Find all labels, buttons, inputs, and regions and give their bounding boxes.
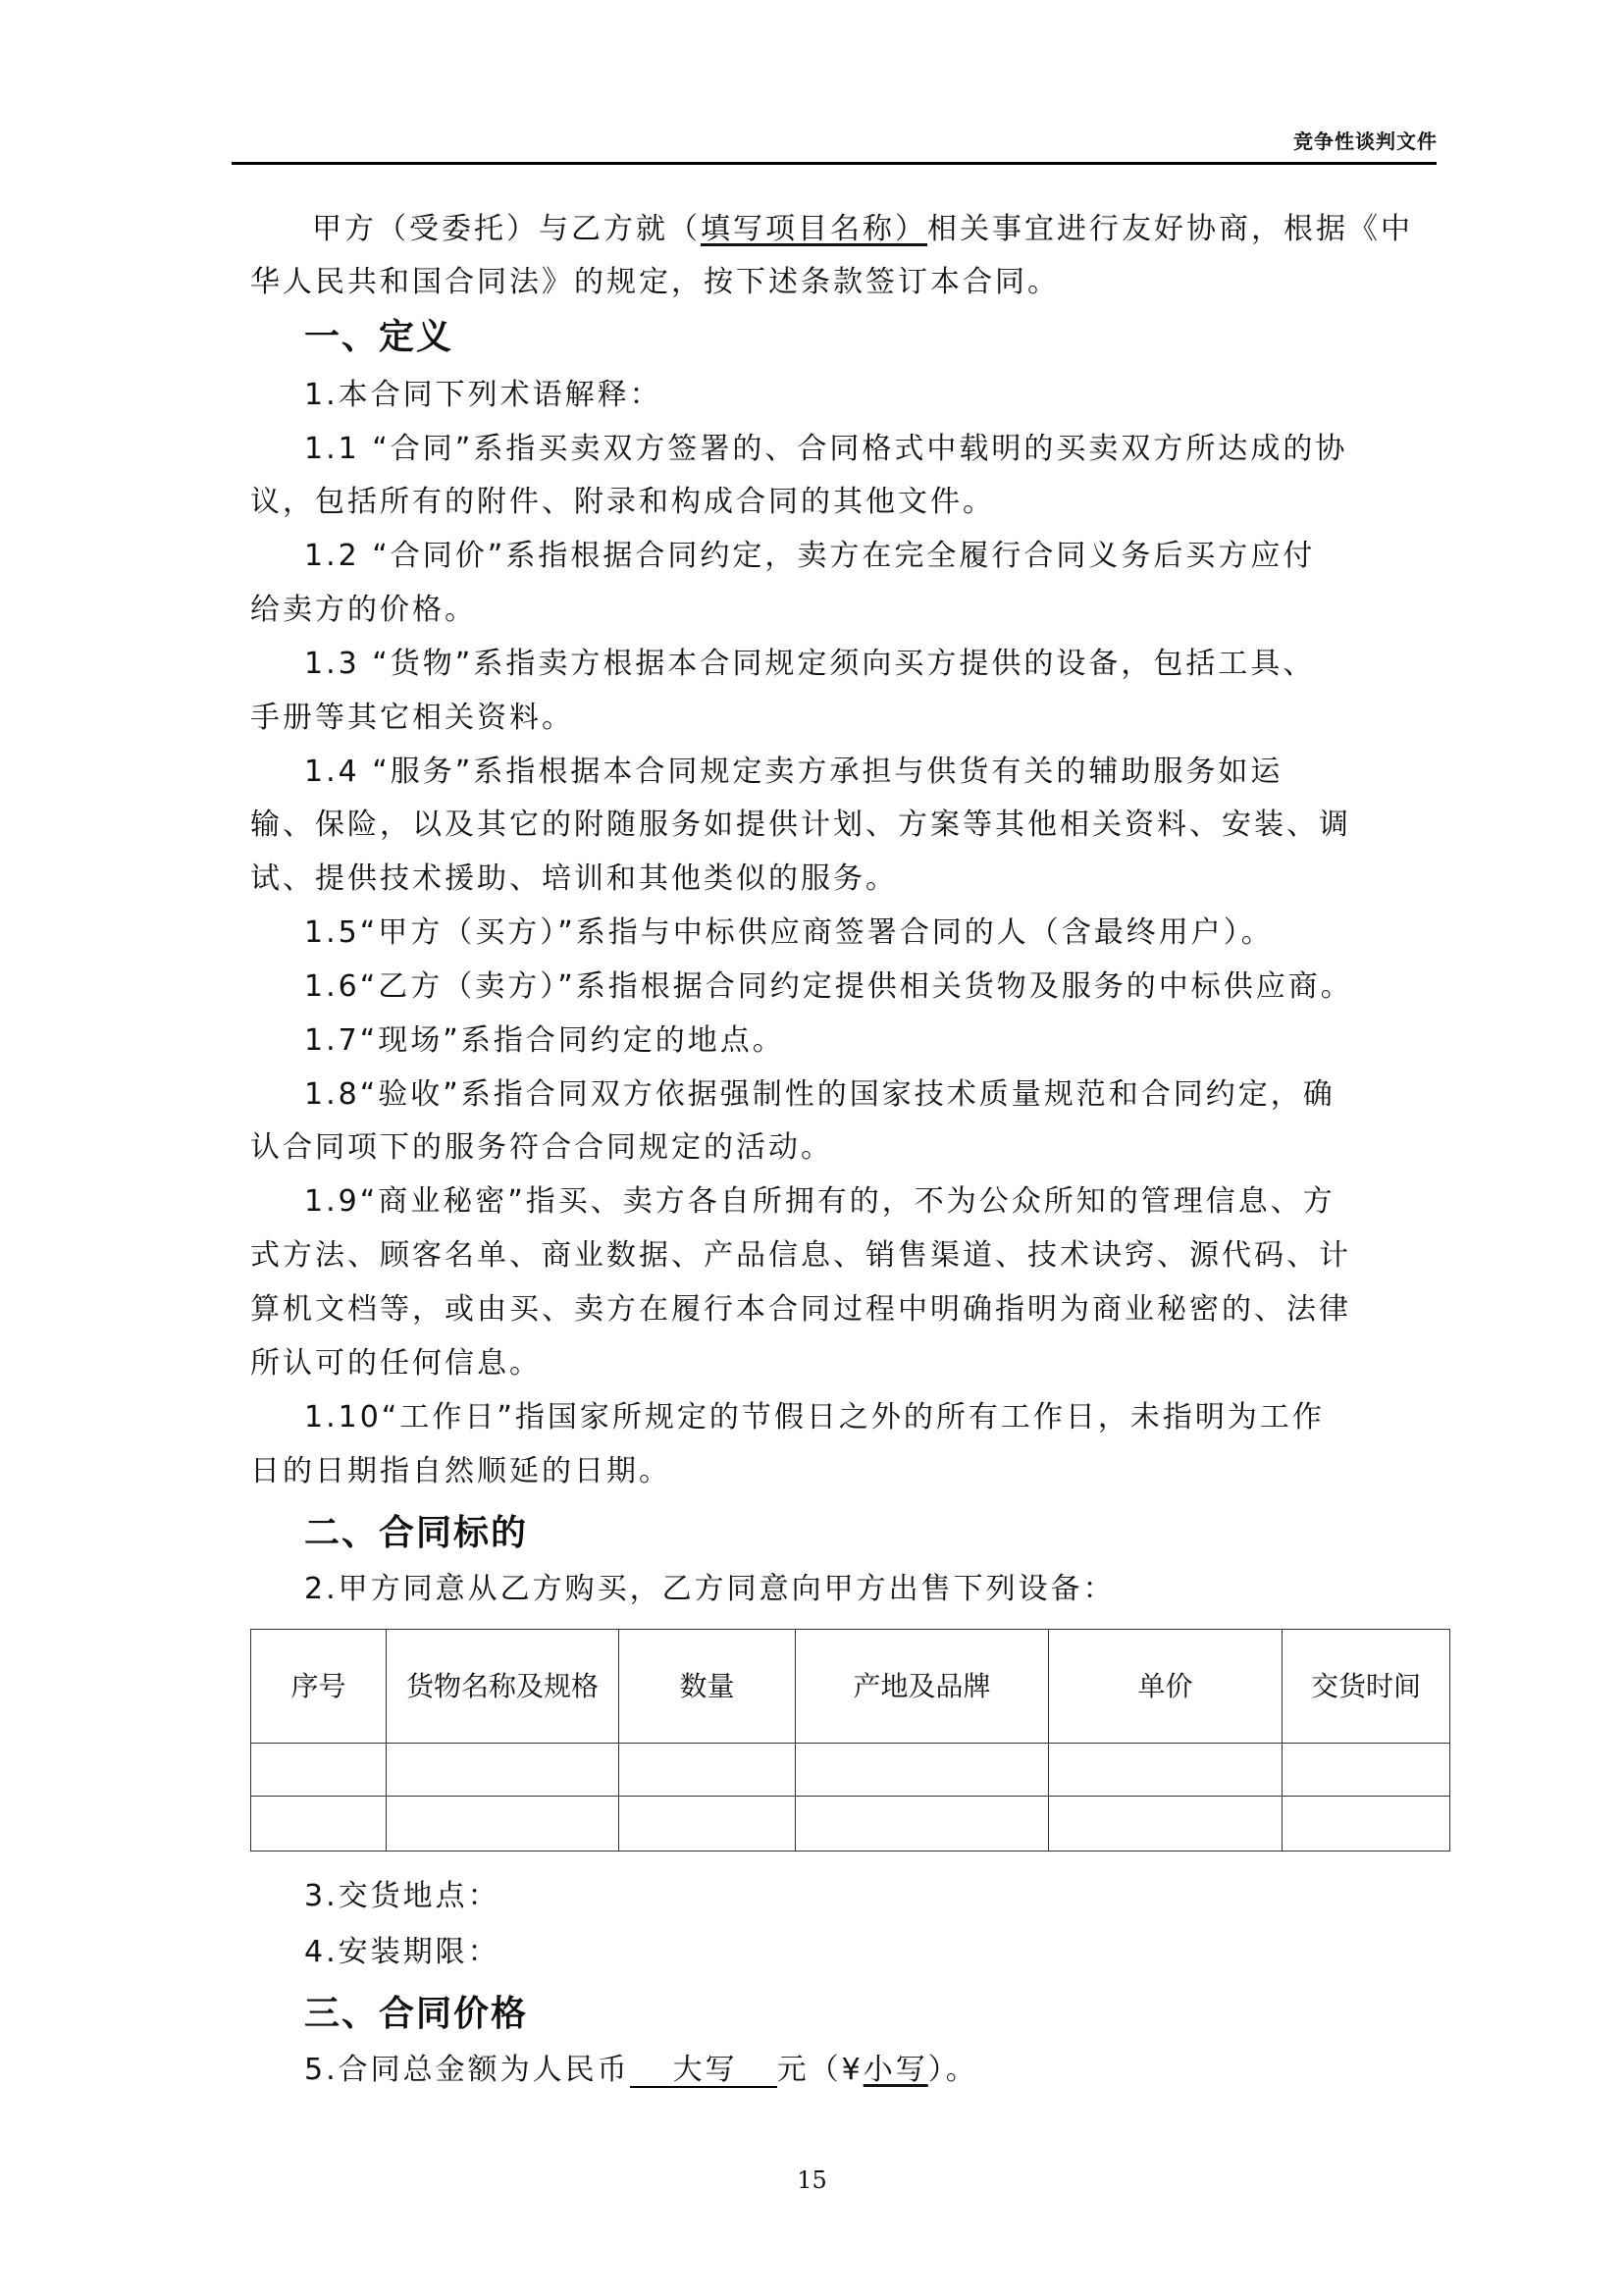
table-header-cell: 单价: [1049, 1630, 1283, 1744]
section-heading-subject: 二、合同标的: [304, 1513, 529, 1553]
table-cell: [619, 1797, 796, 1852]
amount-lowercase-blank: 小写: [863, 2053, 928, 2087]
table-header-cell: 序号: [251, 1630, 387, 1744]
table-cell: [619, 1744, 796, 1797]
document-header-title: 竞争性谈判文件: [1293, 130, 1438, 153]
paragraph-line: 议，包括所有的附件、附录和构成合同的其他文件。: [250, 485, 995, 519]
amount-text-b: 元（¥: [776, 2053, 864, 2087]
section-heading-price: 三、合同价格: [304, 1994, 529, 2034]
table-cell: [387, 1797, 619, 1852]
paragraph-line: 输、保险，以及其它的附随服务如提供计划、方案等其他相关资料、安装、调: [250, 808, 1351, 842]
amount-uppercase-blank: 大写: [630, 2055, 777, 2088]
amount-text-c: ）。: [927, 2053, 978, 2087]
project-name-placeholder: 填写项目名称）: [701, 212, 927, 246]
paragraph-line: 1.8“验收”系指合同双方依据强制性的国家技术质量规范和合同约定，确: [304, 1077, 1336, 1112]
page-number: 15: [797, 2166, 827, 2194]
paragraph-line: 1.6“乙方（卖方）”系指根据合同约定提供相关货物及服务的中标供应商。: [304, 969, 1353, 1004]
paragraph-line: 算机文档等，或由买、卖方在履行本合同过程中明确指明为商业秘密的、法律: [250, 1292, 1351, 1327]
intro-text-b: 相关事宜进行友好协商，根据《中: [927, 212, 1413, 246]
goods-table: [250, 1629, 1450, 1852]
paragraph-line: 给卖方的价格。: [250, 593, 477, 627]
paragraph-line: 1.10“工作日”指国家所规定的节假日之外的所有工作日，未指明为工作: [304, 1400, 1325, 1434]
amount-text-a: 5.合同总金额为人民币: [304, 2053, 630, 2087]
table-header-row: [251, 1630, 1450, 1744]
paragraph-line: 1.3 “货物”系指卖方根据本合同规定须向买方提供的设备，包括工具、: [304, 647, 1316, 681]
paragraph-line: 4.安装期限：: [304, 1935, 500, 1969]
intro-line-2: 华人民共和国合同法》的规定，按下述条款签订本合同。: [250, 265, 1060, 299]
paragraph-line: 3.交货地点：: [304, 1879, 500, 1913]
paragraph-line: 1.5“甲方（买方）”系指与中标供应商签署合同的人（含最终用户）。: [304, 915, 1274, 950]
paragraph-line: 试、提供技术援助、培训和其他类似的服务。: [250, 861, 898, 896]
table-cell: [251, 1797, 387, 1852]
table-cell: [1283, 1797, 1450, 1852]
table-header-cell: 产地及品牌: [796, 1630, 1049, 1744]
paragraph-line: 2.甲方同意从乙方购买，乙方同意向甲方出售下列设备：: [304, 1572, 1116, 1606]
section-heading-definitions: 一、定义: [304, 317, 454, 357]
paragraph-line: 1.本合同下列术语解释：: [304, 378, 662, 412]
table-cell: [1049, 1744, 1283, 1797]
intro-text-a: 甲方（受委托）与乙方就（: [312, 212, 701, 246]
contract-amount-line: [304, 2053, 978, 2088]
paragraph-line: 所认可的任何信息。: [250, 1346, 542, 1381]
intro-line-1: [312, 212, 1413, 247]
table-header-cell: 货物名称及规格: [387, 1630, 619, 1744]
table-cell: [387, 1744, 619, 1797]
paragraph-line: 1.4 “服务”系指根据本合同规定卖方承担与供货有关的辅助服务如运: [304, 755, 1283, 789]
paragraph-line: 1.9“商业秘密”指买、卖方各自所拥有的，不为公众所知的管理信息、方: [304, 1184, 1336, 1219]
paragraph-line: 日的日期指自然顺延的日期。: [250, 1454, 671, 1488]
table-cell: [796, 1744, 1049, 1797]
table-row: [251, 1797, 1450, 1852]
table-row: [251, 1744, 1450, 1797]
table-header-cell: 数量: [619, 1630, 796, 1744]
paragraph-line: 认合同项下的服务符合合同规定的活动。: [250, 1130, 833, 1165]
paragraph-line: 1.1 “合同”系指买卖双方签署的、合同格式中载明的买卖双方所达成的协: [304, 432, 1348, 466]
paragraph-line: 式方法、顾客名单、商业数据、产品信息、销售渠道、技术诀窍、源代码、计: [250, 1238, 1351, 1273]
table-cell: [1049, 1797, 1283, 1852]
paragraph-line: 1.2 “合同价”系指根据合同约定，卖方在完全履行合同义务后买方应付: [304, 539, 1316, 573]
header-divider: [232, 162, 1437, 165]
table-header-cell: 交货时间: [1283, 1630, 1450, 1744]
table-cell: [1283, 1744, 1450, 1797]
paragraph-line: 手册等其它相关资料。: [250, 701, 574, 735]
table-cell: [796, 1797, 1049, 1852]
table-cell: [251, 1744, 387, 1797]
paragraph-line: 1.7“现场”系指合同约定的地点。: [304, 1023, 785, 1058]
